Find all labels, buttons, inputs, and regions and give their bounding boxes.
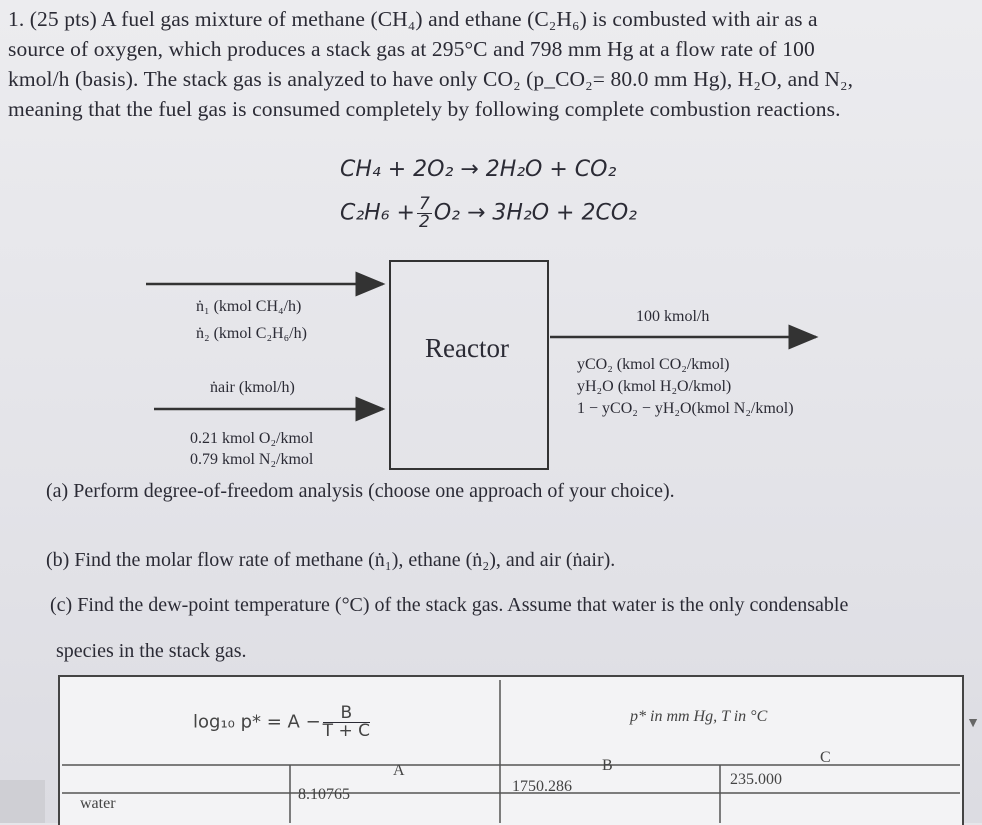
problem-line-3: kmol/h (basis). The stack gas is analyzed to have only CO₂ (p_CO₂= 80.0 mm Hg), H₂O, and N₂, <box>8 67 854 91</box>
feed-label-ethane: ṅ₂ (kmol C₂H₆/h) <box>196 325 307 342</box>
feed-label-methane: ṅ₁ (kmol CH₄/h) <box>196 298 302 315</box>
part-a: (a) Perform degree-of-freedom analysis (choose one approach of your choice). <box>46 480 675 502</box>
fraction-seven-halves: $\frac{7}{2}$ <box>418 194 430 232</box>
reaction-2: C₂H₆ + $\frac{7}{2}$ O₂ → 3H₂O + 2CO₂ <box>340 194 637 232</box>
problem-line-1: 1. (25 pts) A fuel gas mixture of methane (CH₄) and ethane (C₂H₆) is combusted with air as a <box>8 7 818 31</box>
col-header-c: C <box>820 749 831 766</box>
part-c-line-1: (c) Find the dew-point temperature (°C) of the stack gas. Assume that water is the only condensable <box>50 594 849 616</box>
problem-line-2: source of oxygen, which produces a stack gas at 295°C and 798 mm Hg at a flow rate of 100 <box>8 37 815 61</box>
antoine-equation: log₁₀ p* = A − $\frac{B}{T + C}$ <box>193 703 370 741</box>
reactor-label: Reactor <box>425 333 509 363</box>
air-o2-fraction: 0.21 kmol O₂/kmol <box>190 430 314 447</box>
reaction-1: CH₄ + 2O₂ → 2H₂O + CO₂ <box>340 157 617 182</box>
air-n2-fraction: 0.79 kmol N₂/kmol <box>190 451 314 468</box>
product-co2-fraction: yCO₂ (kmol CO₂/kmol) <box>577 356 730 373</box>
col-header-a: A <box>393 762 405 779</box>
air-flow-label: ṅair (kmol/h) <box>210 379 295 396</box>
value-b: 1750.286 <box>512 778 572 795</box>
part-c-line-2: species in the stack gas. <box>56 640 247 662</box>
value-a: 8.10765 <box>298 786 350 803</box>
scroll-down-icon[interactable]: ▼ <box>966 716 980 731</box>
product-h2o-fraction: yH₂O (kmol H₂O/kmol) <box>577 378 732 395</box>
col-header-b: B <box>602 757 613 774</box>
row-label-water: water <box>80 795 116 812</box>
units-note: p* in mm Hg, T in °C <box>630 708 768 725</box>
value-c: 235.000 <box>730 771 782 788</box>
screen-corner <box>0 780 45 823</box>
problem-line-4: meaning that the fuel gas is consumed completely by following complete combustion reactions. <box>8 97 841 121</box>
product-flow-label: 100 kmol/h <box>636 308 710 325</box>
product-n2-fraction: 1 − yCO₂ − yH₂O(kmol N₂/kmol) <box>577 400 794 417</box>
part-b: (b) Find the molar flow rate of methane (ṅ₁), ethane (ṅ₂), and air (ṅair). <box>46 549 616 571</box>
